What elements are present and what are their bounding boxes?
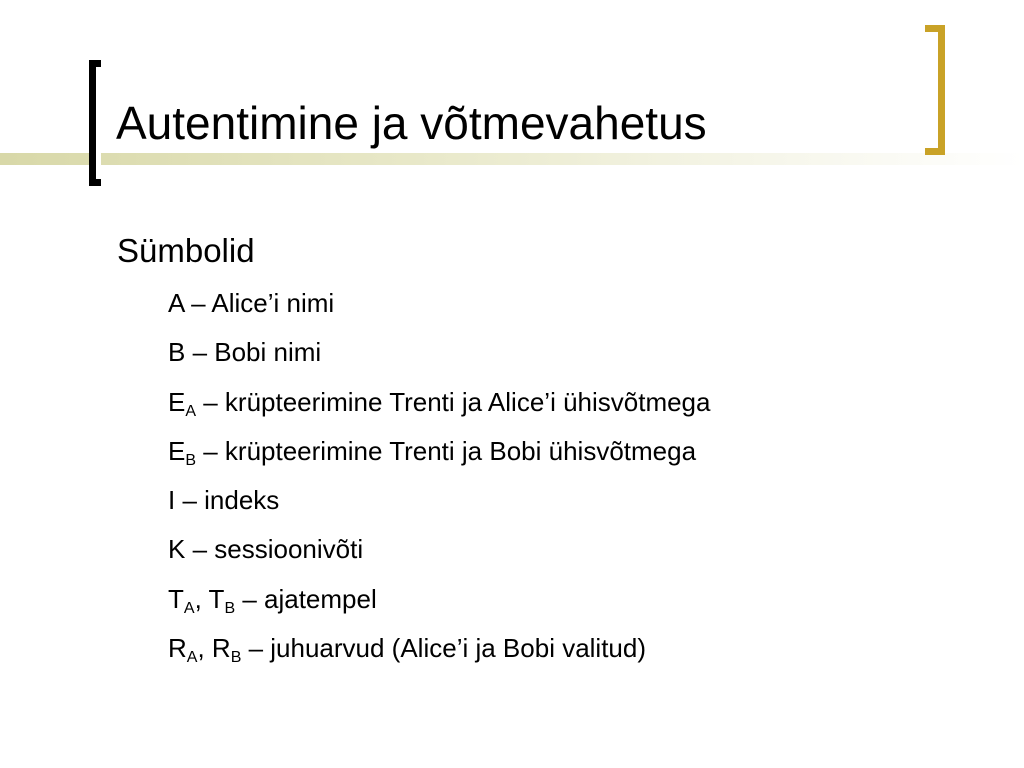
description: – ajatempel (235, 583, 377, 614)
symbol: R (168, 633, 187, 664)
list-item (168, 487, 710, 536)
subscript: A (183, 599, 195, 617)
subscript: A (185, 402, 197, 420)
symbol: I (168, 485, 176, 516)
symbol-list (168, 290, 710, 684)
list-item (168, 290, 710, 339)
subscript: B (224, 599, 236, 617)
symbol: T (168, 583, 184, 614)
symbol: R (211, 633, 231, 664)
symbol: T (208, 583, 225, 614)
list-item (168, 386, 711, 438)
right-bracket-decoration (925, 25, 945, 155)
symbol: B (168, 337, 186, 368)
list-item (168, 435, 710, 487)
description: – krüpteerimine Trenti ja Alice’i ühisvõtmega (196, 386, 711, 417)
subscript: B (230, 649, 242, 667)
list-item (168, 635, 710, 684)
subscript: A (186, 649, 198, 667)
description: – krüpteerimine Trenti ja Bobi ühisvõtmega (196, 435, 697, 466)
list-item (168, 536, 710, 585)
symbol: E (168, 386, 186, 417)
separator: , (194, 583, 209, 614)
symbol: E (168, 435, 186, 466)
description: – Alice’i nimi (183, 288, 335, 318)
description: – Bobi nimi (185, 337, 322, 368)
separator: , (197, 633, 212, 664)
symbols-heading: Sümbolid (117, 232, 255, 269)
slide-title: Autentimine ja võtmevahetus (116, 100, 713, 146)
description: – sessioonivõti (185, 534, 364, 565)
list-item (168, 583, 710, 635)
symbol: K (168, 534, 186, 565)
symbol: A (168, 288, 184, 318)
left-bracket-decoration (89, 60, 101, 186)
description: – juhuarvud (Alice’i ja Bobi valitud) (241, 633, 647, 664)
subscript: B (185, 451, 197, 469)
title-accent-line (0, 153, 1024, 165)
description: – indeks (175, 485, 280, 516)
list-item (168, 339, 710, 388)
